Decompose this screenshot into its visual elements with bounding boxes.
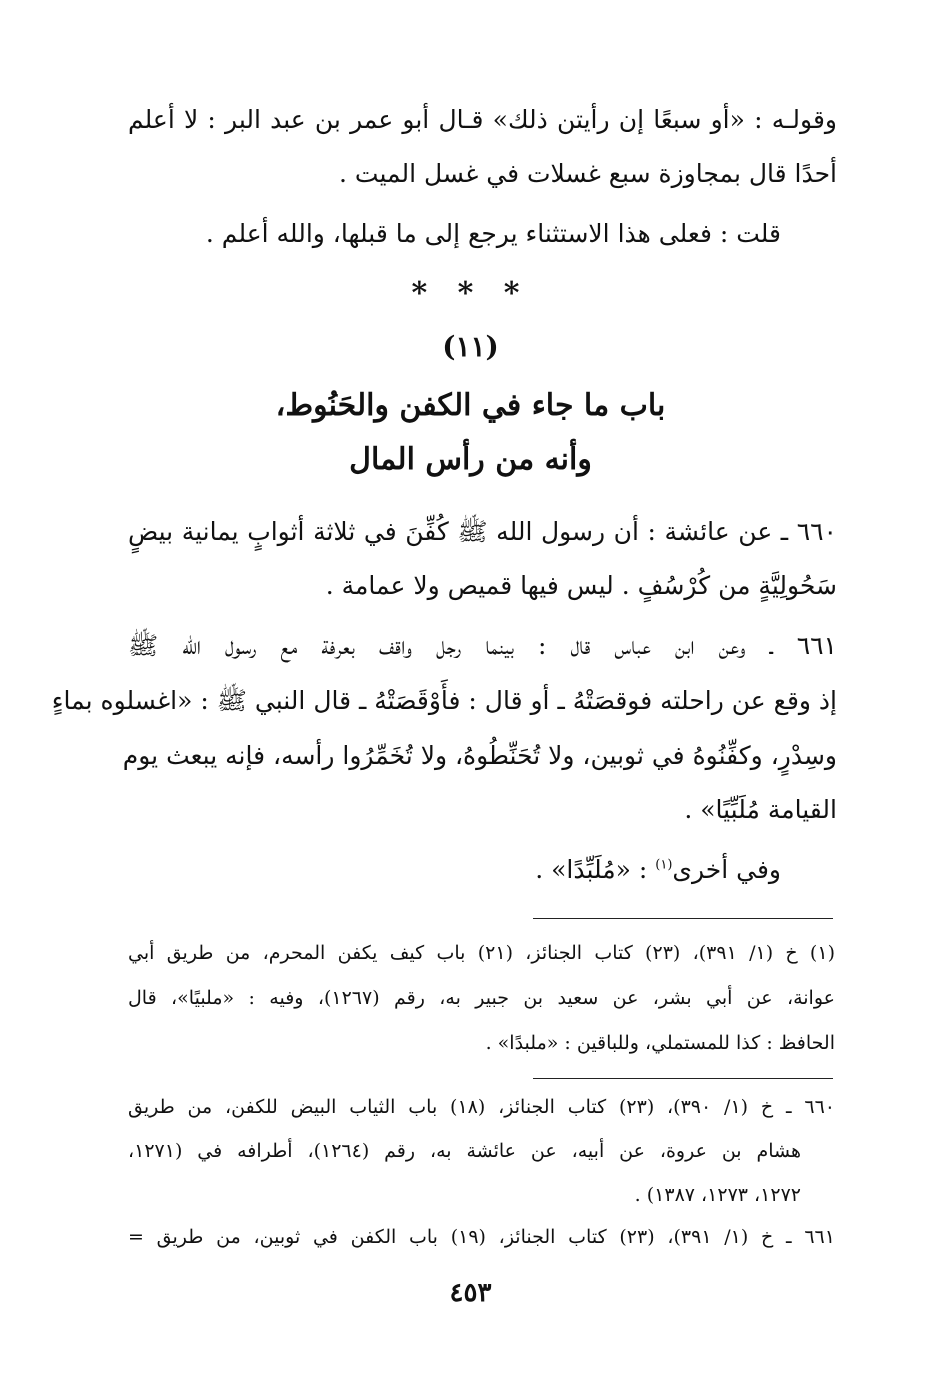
footnote-divider-1 [533,918,833,919]
variant-text: وفي أخرى [672,855,781,884]
chapter-number: (١١) [442,330,499,363]
variant-rest: : «مُلَبِّدًا» . [535,855,648,884]
hadith-661-line-3: وسِدْرٍ، وكفِّنُوهُ في ثوبين، ولا تُحَنِّطُوهُ، ولا تُخَمِّرُوا رأسه، فإنه يبعث يوم [122,741,837,770]
section-separator: * * * [411,276,530,311]
footnote-divider-2 [533,1078,833,1079]
footnote-660-line-1: ٦٦٠ ـ خ (١/ ٣٩٠)، (٢٣) كتاب الجنائز، (١٨) باب الثياب البيض للكفن، من طريق [128,1096,835,1118]
hadith-660-line-2: سَحُولِيَّةٍ من كُرْسُفٍ . ليس فيها قميص ولا عمامة . [325,571,837,600]
hadith-660-line-1: ٦٦٠ ـ عن عائشة : أن رسول الله ﷺ كُفِّنَ في ثلاثة أثوابٍ يمانية بيضٍ [128,517,837,546]
page-number: ٤٥٣ [449,1278,492,1308]
hadith-661-variant [128,850,781,890]
footnote-661-line-1: ٦٦١ ـ خ (١/ ٣٩١)، (٢٣) كتاب الجنائز، (١٩) باب الكفن في ثوبين، من طريق = [128,1226,835,1248]
chapter-title-line-2: وأنه من رأس المال [349,442,592,477]
hadith-661-line-1: ٦٦١ ـ وعن ابن عباس قال : بينما رجل واقف بعرفة مع رسول الله ﷺ [128,631,837,660]
paragraph-1-line-2: أحدًا قال بمجاوزة سبع غسلات في غسل الميت . [339,159,837,188]
footnote-marker-1[interactable]: (١) [655,857,673,873]
hadith-661-line-4: القيامة مُلَبِّيًا» . [684,795,837,824]
footnote-1-line-2: عوانة، عن أبي بشر، عن سعيد بن جبير به، رقم (١٢٦٧)، وفيه : «ملبيًا»، قال [128,987,835,1009]
chapter-title-line-1: باب ما جاء في الكفن والحَنُوط، [275,388,666,423]
footnote-1-line-1: (١) خ (١/ ٣٩١)، (٢٣) كتاب الجنائز، (٢١) باب كيف يكفن المحرم، من طريق أبي [128,942,835,964]
paragraph-1-line-1: وقولـه : «أو سبعًا إن رأيتن ذلك» قـال أبو عمر بن عبد البر : لا أعلم [128,105,837,134]
footnote-660-line-3: ١٢٧٢، ١٢٧٣، ١٣٨٧) . [634,1184,801,1206]
footnote-660-line-2: هشام بن عروة، عن أبيه، عن عائشة به، رقم (١٢٦٤)، أطرافه في (١٢٧١، [128,1140,802,1162]
paragraph-2: قلت : فعلى هذا الاستثناء يرجع إلى ما قبلها، والله أعلم . [205,219,781,248]
hadith-661-line-2: إذ وقع عن راحلته فوقصَتْهُ ـ أو قال : فأَوْقَصَتْهُ ـ قال النبي ﷺ : «اغسلوه بماءٍ [51,686,837,715]
footnote-1-line-3: الحافظ : كذا للمستملي، وللباقين : «ملبدًا» . [485,1032,835,1054]
